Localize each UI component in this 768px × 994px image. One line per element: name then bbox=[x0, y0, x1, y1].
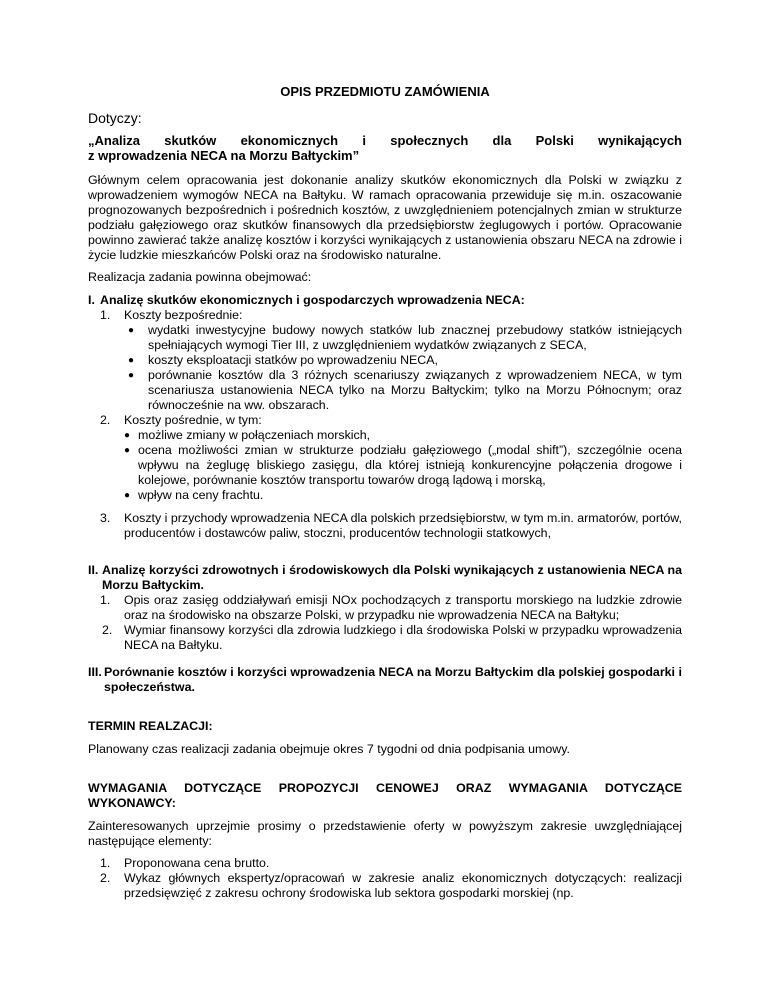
section-2-body bbox=[88, 593, 682, 653]
item-number: 1. bbox=[100, 308, 111, 322]
bullet-text: ocena możliwości zmian w strukturze podziału gałęziowego („modal shift”), szczególnie ocena wpływu na żeglugę bliskiego zasięgu, dla której istnieją konkurencyjne połączenia drogowe i kolejowe, porównanie kosztów transportu towarów drogą lądową i morską, bbox=[138, 443, 682, 487]
section-1-list bbox=[100, 308, 682, 541]
bullet-item bbox=[124, 488, 682, 503]
wymagania-header-line-1: WYMAGANIA DOTYCZĄCE PROPOZYCJI CENOWEJ ORAZ WYMAGANIA DOTYCZĄCE bbox=[88, 781, 682, 795]
termin-paragraph: Planowany czas realizacji zadania obejmuje okres 7 tygodni od dnia podpisania umowy. bbox=[88, 742, 570, 756]
section-2-title: Analizę korzyści zdrowotnych i środowiskowych dla Polski wynikających z ustanowienia NECA na Morzu Bałtyckim. bbox=[102, 563, 682, 592]
list-item bbox=[100, 413, 682, 511]
bullet-item bbox=[124, 353, 682, 368]
bullet-text: wpływ na ceny frachtu. bbox=[138, 488, 264, 502]
list-item bbox=[100, 856, 682, 871]
list-item bbox=[100, 593, 682, 623]
intro-paragraph: Głównym celem opracowania jest dokonanie analizy skutków ekonomicznych dla Polski w związku z wprowadzeniem wymogów NECA na Bałtyku. W ramach opracowania przewiduje się m.in. oszacowanie prognozowanych bezpośrednich i pośrednich kosztów, z uwzględnieniem potencjalnych zmian w strukturze podziału gałęziowego oraz skutków finansowych dla przedsiębiorstw żeglugowych i portów. Opracowanie powinno zawierać także analizę kosztów i korzyści wynikających z ustanowienia obszaru NECA na zdrowie i życie ludzkie mieszkańców Polski oraz na środowisko naturalne. bbox=[88, 173, 682, 262]
section-2-list bbox=[100, 593, 682, 653]
wymagania-paragraph: Zainteresowanych uprzejmie prosimy o przedstawienie oferty w powyższym zakresie uwzględniającej następujące elementy: bbox=[88, 819, 682, 848]
bullet-icon: ● bbox=[128, 325, 135, 336]
list-item bbox=[100, 308, 682, 413]
bullet-list bbox=[124, 323, 682, 413]
list-item bbox=[100, 623, 682, 653]
subject-line-1: „Analiza skutków ekonomicznych i społecznych dla Polski wynikających bbox=[88, 133, 682, 148]
item-text: Wykaz głównych ekspertyz/opracowań w zakresie analiz ekonomicznych dotyczących: realizacji przedsięwzięć z zakresu ochrony środowiska lub sektora gospodarki morskiej (np. bbox=[124, 871, 682, 900]
section-1-title: Analizę skutków ekonomicznych i gospodarczych wprowadzenia NECA: bbox=[100, 293, 525, 307]
item-number: 2. bbox=[100, 871, 111, 885]
item-text: Koszty pośrednie, w tym: bbox=[124, 413, 262, 427]
bullet-text: wydatki inwestycyjne budowy nowych statków lub znacznej przebudowy statków istniejących spełniających wymogi Tier III, z uwzględnieniem wydatków związanych z SECA, bbox=[148, 323, 682, 352]
section-1-heading bbox=[88, 293, 682, 308]
spacer bbox=[124, 503, 682, 511]
document-title: OPIS PRZEDMIOTU ZAMÓWIENIA bbox=[280, 84, 490, 99]
bullet-icon: ● bbox=[124, 445, 131, 456]
section-1-body bbox=[88, 308, 682, 541]
wymagania-list bbox=[100, 856, 682, 901]
section-3-title: Porównanie kosztów i korzyści wprowadzenia NECA na Morzu Bałtyckim dla polskiej gospodarki i społeczeństwa. bbox=[104, 665, 682, 694]
section-3-number: III. bbox=[88, 665, 102, 679]
bullet-item bbox=[124, 323, 682, 353]
subject-line-2: z wprowadzenia NECA na Morzu Bałtyckim” bbox=[88, 148, 360, 163]
bullet-icon: ● bbox=[124, 490, 131, 501]
bullet-icon: ● bbox=[128, 370, 135, 381]
wymagania-body bbox=[88, 856, 682, 901]
item-number: 1. bbox=[100, 593, 111, 607]
bullet-text: koszty eksploatacji statków po wprowadzeniu NECA, bbox=[148, 353, 438, 367]
bullet-item bbox=[124, 428, 682, 443]
section-3-heading bbox=[88, 665, 682, 695]
item-number: 2. bbox=[102, 623, 113, 637]
bullet-list bbox=[124, 428, 682, 503]
bullet-text: możliwe zmiany w połączeniach morskich, bbox=[138, 428, 371, 442]
section-1-number: I. bbox=[88, 293, 95, 307]
section-2-number: II. bbox=[88, 563, 99, 577]
section-2-heading bbox=[88, 563, 682, 593]
bullet-icon: ● bbox=[124, 430, 131, 441]
termin-header: TERMIN REALZACJI: bbox=[88, 719, 213, 733]
item-text: Opis oraz zasięg oddziaływań emisji NOx pochodzących z transportu morskiego na ludzkie zdrowie oraz na środowisko na obszarze Polski, w przypadku nie wprowadzenia NECA na Bałtyku; bbox=[124, 593, 682, 622]
list-item bbox=[100, 511, 682, 541]
item-number: 1. bbox=[100, 856, 111, 870]
subject-title bbox=[88, 133, 682, 163]
document-page bbox=[88, 84, 682, 901]
bullet-item bbox=[124, 368, 682, 413]
list-item bbox=[100, 871, 682, 901]
realizacja-paragraph: Realizacja zadania powinna obejmować: bbox=[88, 270, 312, 284]
wymagania-header-line-2: WYKONAWCY: bbox=[88, 796, 176, 810]
bullet-item bbox=[124, 443, 682, 488]
dotyczy-label: Dotyczy: bbox=[88, 110, 142, 126]
item-number: 3. bbox=[100, 511, 111, 525]
item-number: 2. bbox=[100, 413, 111, 427]
bullet-text: porównanie kosztów dla 3 różnych scenariuszy związanych z wprowadzeniem NECA, w tym scenariusza ustanowienia NECA tylko na Morzu Bałtyckim; tylko na Morzu Północnym; oraz równocześnie na ww. obszarach. bbox=[148, 368, 682, 412]
item-text: Koszty i przychody wprowadzenia NECA dla polskich przedsiębiorstw, w tym m.in. armatorów, portów, producentów i dostawców paliw, stoczni, producentów technologii statkowych, bbox=[124, 511, 682, 540]
item-text: Proponowana cena brutto. bbox=[124, 856, 270, 870]
wymagania-header bbox=[88, 781, 682, 811]
item-text: Koszty bezpośrednie: bbox=[124, 308, 243, 322]
bullet-icon: ● bbox=[128, 355, 135, 366]
item-text: Wymiar finansowy korzyści dla zdrowia ludzkiego i dla środowiska Polski w przypadku wprowadzenia NECA na Bałtyku. bbox=[124, 623, 682, 652]
